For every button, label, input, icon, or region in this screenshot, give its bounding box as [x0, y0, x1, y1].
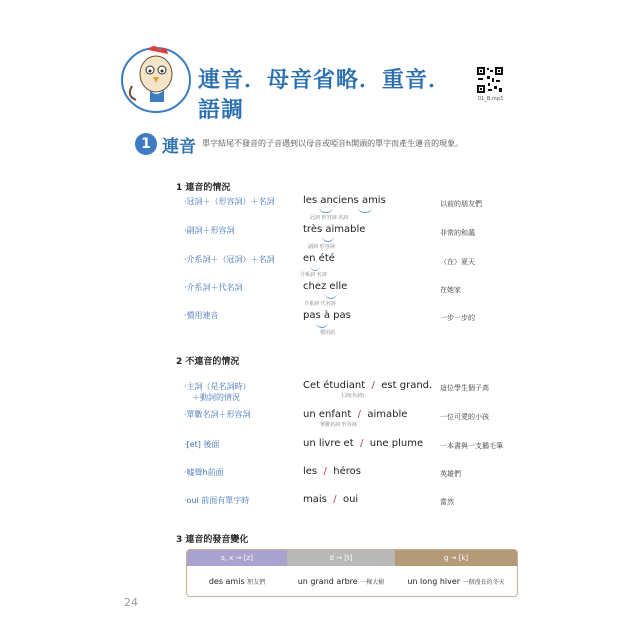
meaning-4: 在她家	[440, 286, 461, 294]
section-title: 連音	[162, 137, 196, 157]
cell-3-french: un long hiver	[407, 577, 461, 586]
condition-5: ‧慣用連音	[184, 311, 219, 320]
example-9	[303, 466, 361, 477]
page-number: 24	[124, 596, 138, 609]
table-cell-3	[395, 574, 517, 590]
example-8-part-a: un livre et	[303, 438, 354, 449]
example-8	[303, 438, 423, 449]
mascot-illustration	[120, 40, 192, 114]
gloss-4: 介系詞 代名詞	[304, 301, 336, 307]
meaning-6: 這位學生個子高	[440, 384, 489, 392]
slash-mark: /	[320, 466, 331, 477]
example-6-part-a: Cet étudiant	[303, 380, 366, 391]
subsection-3-title: 3 連音的發音變化	[176, 535, 249, 545]
example-2: très aimable	[303, 224, 366, 235]
slash-mark: /	[330, 494, 340, 505]
meaning-10: 當然	[440, 498, 454, 506]
gloss-5: 慣用語	[320, 330, 336, 336]
condition-1: ‧冠詞＋（形容詞）＋名詞	[184, 197, 275, 206]
condition-6-line-1: ‧主詞（是名詞時）	[184, 382, 251, 391]
subsection-2-title: 2 不連音的情況	[176, 357, 240, 367]
condition-8: ‧[et] 後面	[184, 440, 220, 449]
example-6-part-b: est grand.	[381, 380, 433, 391]
sound-change-table	[186, 549, 518, 597]
table-header-2: d → [t]	[287, 550, 395, 566]
slash-mark: /	[368, 380, 379, 391]
table-header-3: g → [k]	[395, 550, 517, 566]
example-9-part-a: les	[303, 466, 318, 477]
example-8-part-b: une plume	[369, 438, 424, 449]
condition-3: ‧介系詞＋（冠詞）＋名詞	[184, 255, 275, 264]
chapter-title	[198, 66, 451, 126]
example-10-part-a: mais	[303, 494, 327, 505]
example-6	[303, 380, 432, 391]
gloss-6: 主詞(名詞)	[340, 393, 364, 399]
example-9-part-b: héros	[333, 466, 361, 477]
qr-code-icon[interactable]	[476, 66, 504, 94]
title-line-2: 語調	[198, 98, 245, 123]
condition-4: ‧介系詞＋代名詞	[184, 283, 243, 292]
table-cell-2	[287, 574, 395, 590]
condition-9: ‧嘘聲h前面	[184, 468, 224, 477]
meaning-3: （在）夏天	[440, 258, 475, 266]
example-7-part-b: aimable	[367, 409, 408, 420]
condition-10: ‧oui 前面有單字時	[184, 496, 250, 505]
cell-3-chinese: 一個漫長的冬天	[462, 579, 505, 586]
gloss-1: 冠詞 形容詞 名詞	[310, 215, 349, 221]
condition-2: ‧副詞＋形容詞	[184, 226, 235, 235]
gloss-2: 副詞 形容詞	[308, 244, 335, 250]
slash-mark: /	[356, 438, 367, 449]
gloss-3: 介系詞 名詞	[300, 272, 327, 278]
example-5: pas à pas	[303, 310, 351, 321]
example-4: chez elle	[303, 281, 348, 292]
section-number-badge: 1	[135, 133, 157, 155]
table-header-1: s, x → [z]	[187, 550, 287, 566]
meaning-8: 一本書與一支鵝毛筆	[440, 442, 503, 450]
meaning-1: 以前的朋友們	[440, 200, 482, 208]
cell-1-french: des amis	[208, 577, 245, 586]
example-7	[303, 409, 407, 420]
condition-6	[184, 381, 251, 403]
example-3: en été	[303, 253, 335, 264]
gloss-7: 單數名詞 形容詞	[320, 422, 357, 428]
subsection-1-title: 1 連音的情況	[176, 183, 231, 193]
meaning-2: 非常的和藹	[440, 229, 475, 237]
cell-2-chinese: 一棵大樹	[360, 579, 385, 586]
example-10	[303, 494, 358, 505]
condition-7: ‧單數名詞＋形容詞	[184, 410, 251, 419]
example-1: les anciens amis	[303, 195, 386, 206]
example-10-part-b: oui	[342, 494, 359, 505]
cell-1-chinese: 朋友們	[247, 579, 266, 586]
meaning-9: 英雄們	[440, 470, 461, 478]
section-description: 單字結尾不發音的子音遇到以母音或啞音h開頭的單字而產生連音的現象。	[202, 139, 464, 148]
table-cell-1	[187, 574, 287, 590]
example-7-part-a: un enfant	[303, 409, 352, 420]
condition-6-line-2: ＋動詞的情況	[192, 393, 240, 402]
slash-mark: /	[354, 409, 365, 420]
cell-2-french: un grand arbre	[297, 577, 358, 586]
meaning-5: 一步一步的	[440, 314, 475, 322]
title-line-1: 連音．母音省略．重音．	[198, 68, 452, 93]
audio-track-label: 01_B.mp3	[478, 96, 504, 102]
meaning-7: 一位可愛的小孩	[440, 413, 489, 421]
